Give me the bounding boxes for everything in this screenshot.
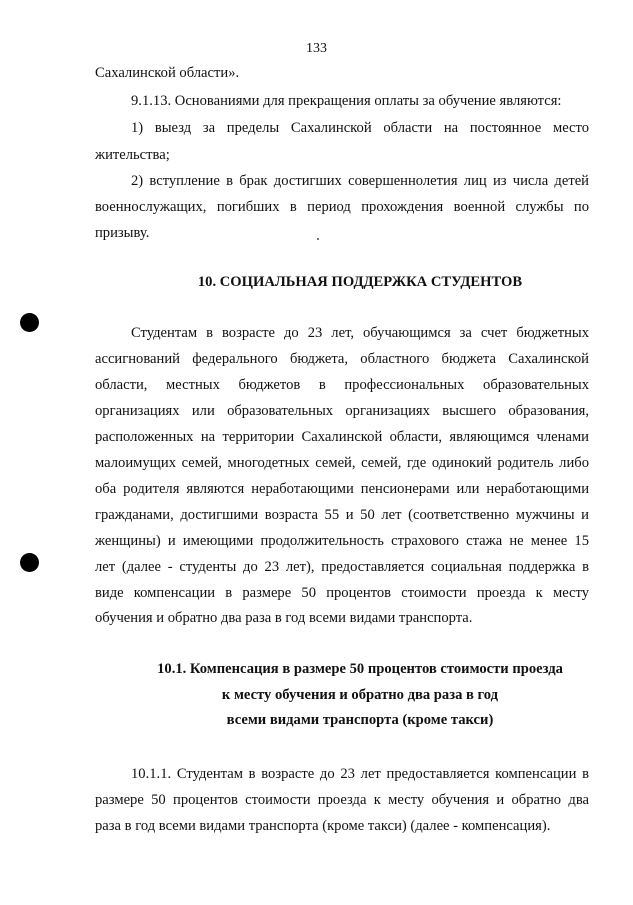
text-line: организациях или образовательных организациях высшего образования, [95, 403, 589, 419]
text-line: ассигнований федерального бюджета, областного бюджета Сахалинской [95, 351, 589, 367]
text-line: виде компенсации в размере 50 процентов стоимости проезда к месту [95, 585, 589, 601]
text-line: призыву. [95, 225, 150, 241]
text-line: лет (далее - студенты до 23 лет), предоставляется социальная поддержка в [95, 559, 589, 575]
text-line: расположенных на территории Сахалинской области, являющимся членами [95, 429, 589, 445]
section-heading: 10. СОЦИАЛЬНАЯ ПОДДЕРЖКА СТУДЕНТОВ [197, 274, 523, 290]
text-line: раза в год всеми видами транспорта (кроме такси) (далее - компенсация). [95, 818, 551, 834]
page-number: 133 [306, 41, 327, 56]
text-line: размере 50 процентов стоимости проезда к месту обучения и обратно два [95, 792, 589, 808]
text-line: оба родителя являются неработающими пенсионерами или неработающими [95, 481, 589, 497]
text-line: Студентам в возрасте до 23 лет, обучающимся за счет бюджетных [131, 325, 589, 341]
text-line: малоимущих семей, многодетных семей, семей, где одинокий родитель либо [95, 455, 589, 471]
text-line: 2) вступление в брак достигших совершеннолетия лиц из числа детей [131, 173, 589, 189]
text-line: жительства; [95, 147, 170, 163]
text-line: 10.1.1. Студентам в возрасте до 23 лет предоставляется компенсации в [131, 766, 589, 782]
subsection-heading-line-3: всеми видами транспорта (кроме такси) [226, 712, 494, 728]
subsection-heading-line-1: 10.1. Компенсация в размере 50 процентов стоимости проезда [157, 661, 563, 677]
text-line: области, местных бюджетов в профессиональных образовательных [95, 377, 589, 393]
punch-hole-bottom [20, 553, 39, 572]
text-line: гражданами, достигшими возраста 55 и 50 лет (соответственно мужчины и [95, 507, 589, 523]
punch-hole-top [20, 313, 39, 332]
subsection-heading-line-2: к месту обучения и обратно два раза в год [221, 687, 499, 703]
text-line: 9.1.13. Основаниями для прекращения оплаты за обучение являются: [131, 93, 562, 109]
text-line: обучения и обратно два раза в год всеми видами транспорта. [95, 610, 473, 626]
text-line: военнослужащих, погибших в период прохождения военной службы по [95, 199, 589, 215]
text-line: женщины) и имеющими продолжительность страхового стажа не менее 15 [95, 533, 589, 549]
text-line: Сахалинской области». [95, 65, 240, 81]
text-line: 1) выезд за пределы Сахалинской области на постоянное место [131, 120, 589, 136]
